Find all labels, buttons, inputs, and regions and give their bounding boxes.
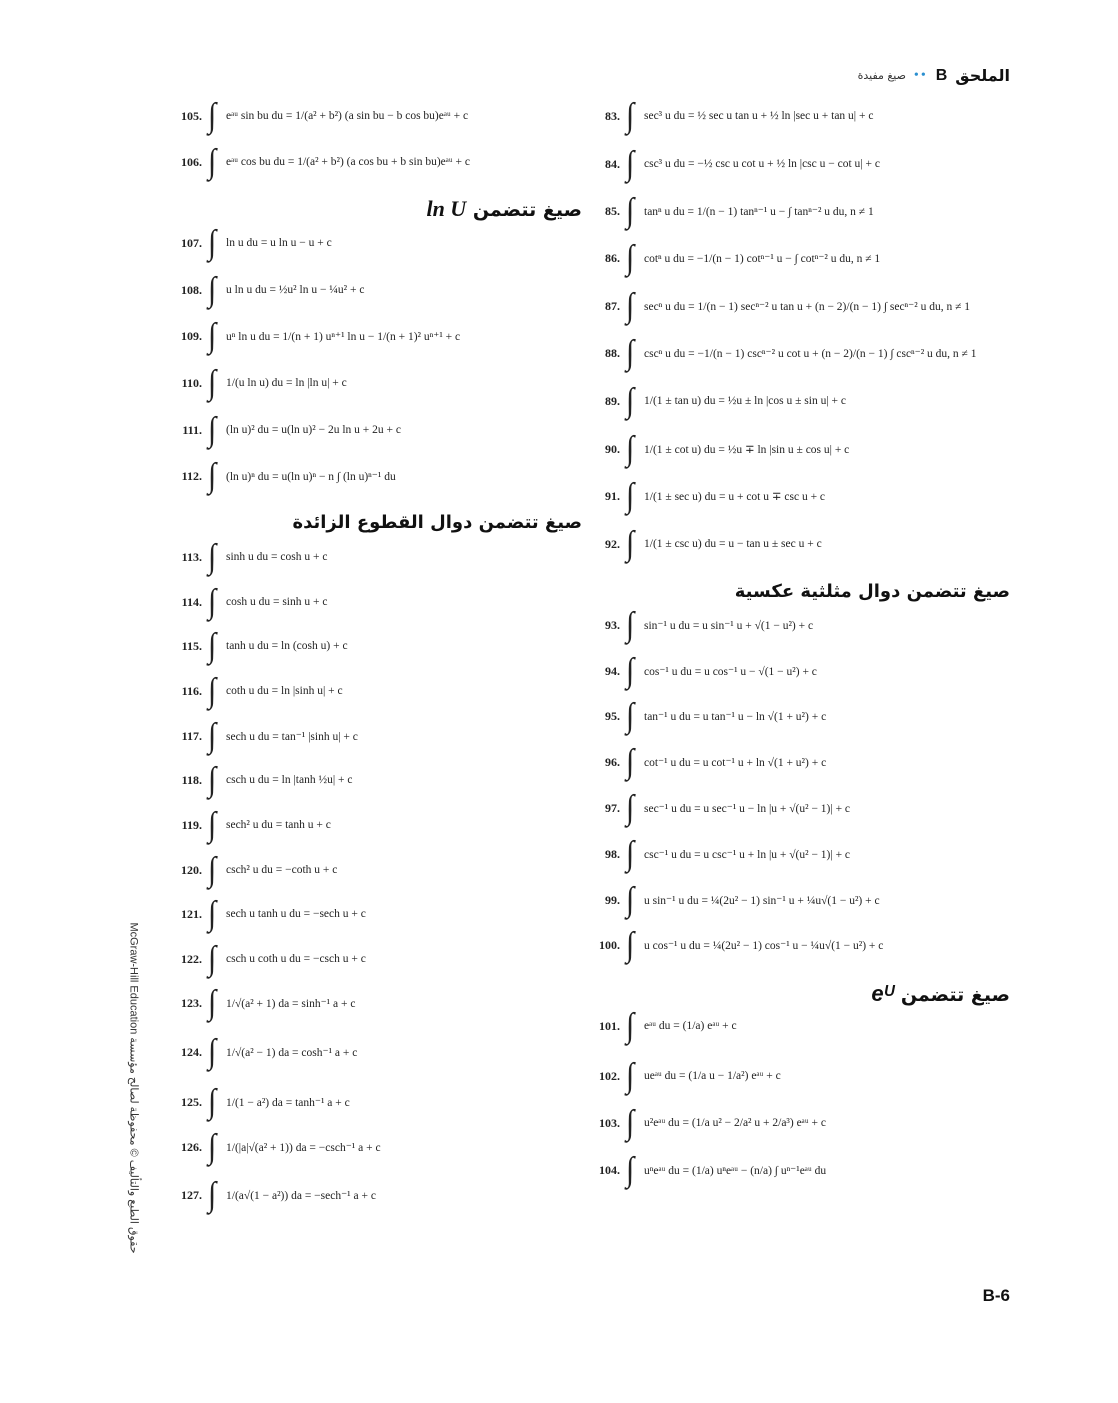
formula-number: 126.: [181, 1139, 202, 1154]
formula-row: [172, 1129, 381, 1165]
formula-row: [172, 941, 366, 977]
formula-row: [590, 383, 846, 419]
formula-row: [172, 318, 460, 354]
integral-sign: ∫: [208, 1082, 217, 1121]
copyright-notice: McGraw-Hill Education حقوق الطبع والتأليف © محفوظة لصالح مؤسسة: [127, 922, 140, 1254]
formula-number: 92.: [605, 536, 620, 551]
formula-expression: u cos⁻¹ u du = ¼(2u² − 1) cos⁻¹ u − ¼u√(1 − u²) + c: [644, 940, 884, 952]
integral-sign: ∫: [208, 1127, 217, 1166]
formula-expression: csch² u du = −coth u + c: [226, 864, 338, 876]
formula-number: 86.: [605, 250, 620, 265]
formula-expression: sech u du = tan⁻¹ |sinh u| + c: [226, 731, 358, 743]
formula-number: 102.: [599, 1068, 620, 1083]
formula-expression: sech² u du = tanh u + c: [226, 819, 331, 831]
formula-number: 100.: [599, 937, 620, 952]
integral-sign: ∫: [626, 238, 635, 277]
formula-row: [172, 539, 327, 575]
section-heading-variable: ln U: [426, 196, 467, 221]
integral-sign: ∫: [626, 605, 635, 644]
formula-row: [172, 412, 401, 448]
integral-sign: ∫: [208, 939, 217, 978]
formula-expression: 1/(a√(1 − a²)) da = −sech⁻¹ a + c: [226, 1190, 376, 1202]
formula-row: [172, 272, 364, 308]
formula-row: [172, 985, 355, 1021]
formula-row: [590, 882, 880, 918]
formula-row: [590, 836, 850, 872]
formula-number: 94.: [605, 663, 620, 678]
formula-row: [590, 927, 883, 963]
formula-expression: 1/√(a² − 1) da = cosh⁻¹ a + c: [226, 1047, 358, 1059]
integral-sign: ∫: [626, 742, 635, 781]
formula-expression: u²eᵃᵘ du = (1/a u² − 2/a² u + 2/a³) eᵃᵘ + c: [644, 1117, 826, 1129]
integral-sign: ∫: [208, 316, 217, 355]
formula-expression: tan⁻¹ u du = u tan⁻¹ u − ln √(1 + u²) + c: [644, 711, 827, 723]
formula-row: [172, 144, 470, 180]
formula-expression: tanⁿ u du = 1/(n − 1) tanⁿ⁻¹ u − ∫ tanⁿ⁻² u du, n ≠ 1: [644, 206, 874, 218]
section-heading-inverse-trig: [735, 581, 1010, 602]
formula-row: [172, 762, 352, 798]
formula-number: 91.: [605, 488, 620, 503]
formula-expression: ln u du = u ln u − u + c: [226, 237, 332, 249]
integral-sign: ∫: [626, 286, 635, 325]
formula-expression: tanh u du = ln (cosh u) + c: [226, 640, 348, 652]
formula-row: [172, 225, 332, 261]
formula-expression: uⁿeᵃᵘ du = (1/a) uⁿeᵃᵘ − (n/a) ∫ uⁿ⁻¹eᵃᵘ du: [644, 1165, 827, 1177]
formula-number: 99.: [605, 892, 620, 907]
integral-sign: ∫: [626, 381, 635, 420]
formula-expression: sec⁻¹ u du = u sec⁻¹ u − ln |u + √(u² − 1)| + c: [644, 803, 851, 815]
integral-sign: ∫: [208, 716, 217, 755]
integral-sign: ∫: [626, 834, 635, 873]
formula-expression: u ln u du = ½u² ln u − ¼u² + c: [226, 284, 365, 296]
formula-row: [590, 478, 825, 514]
integral-sign: ∫: [208, 760, 217, 799]
formula-row: [590, 653, 817, 689]
integral-sign: ∫: [208, 410, 217, 449]
formula-number: 111.: [182, 422, 202, 437]
integral-sign: ∫: [208, 671, 217, 710]
formula-number: 106.: [181, 154, 202, 169]
integral-sign: ∫: [208, 363, 217, 402]
integral-sign: ∫: [626, 880, 635, 919]
integral-sign: ∫: [626, 476, 635, 515]
formula-expression: 1/(1 ± cot u) du = ½u ∓ ln |sin u ± cos u| + c: [644, 444, 850, 456]
formula-row: [590, 744, 826, 780]
formula-expression: 1/(1 − a²) da = tanh⁻¹ a + c: [226, 1097, 350, 1109]
formula-row: [590, 431, 849, 467]
formula-number: 112.: [181, 468, 202, 483]
formula-number: 97.: [605, 800, 620, 815]
formula-number: 110.: [181, 375, 202, 390]
right-column: [590, 0, 1010, 1403]
integral-sign: ∫: [208, 894, 217, 933]
formula-row: [590, 240, 880, 276]
formula-row: [172, 807, 331, 843]
integral-sign: ∫: [626, 1006, 635, 1045]
formula-expression: csch u du = ln |tanh ½u| + c: [226, 774, 353, 786]
formula-row: [172, 584, 327, 620]
integral-sign: ∫: [626, 925, 635, 964]
formula-row: [172, 1084, 350, 1120]
formula-number: 117.: [181, 728, 202, 743]
page-number: B-6: [982, 1286, 1010, 1305]
integral-sign: ∫: [626, 333, 635, 372]
section-heading-ln-u: [426, 196, 582, 222]
integral-sign: ∫: [208, 1032, 217, 1071]
integral-sign: ∫: [208, 456, 217, 495]
formula-number: 84.: [605, 156, 620, 171]
formula-row: [172, 852, 337, 888]
formula-number: 95.: [605, 708, 620, 723]
formula-number: 109.: [181, 328, 202, 343]
formula-number: 118.: [181, 772, 202, 787]
integral-sign: ∫: [626, 651, 635, 690]
section-heading-text: صيغ تتضمن: [472, 199, 582, 221]
integral-sign: ∫: [208, 142, 217, 181]
formula-row: [590, 1058, 781, 1094]
formula-expression: csc⁻¹ u du = u csc⁻¹ u + ln |u + √(u² − 1)| + c: [644, 849, 851, 861]
formula-expression: coth u du = ln |sinh u| + c: [226, 685, 343, 697]
formula-expression: cscⁿ u du = −1/(n − 1) cscⁿ⁻² u cot u + (n − 2)/(n − 1) ∫ cscⁿ⁻² u du, n ≠ 1: [644, 348, 977, 360]
formula-number: 85.: [605, 203, 620, 218]
formula-number: 125.: [181, 1094, 202, 1109]
formula-expression: 1/√(a² + 1) da = sinh⁻¹ a + c: [226, 998, 356, 1010]
integral-sign: ∫: [208, 983, 217, 1022]
integral-sign: ∫: [208, 626, 217, 665]
formula-number: 119.: [181, 817, 202, 832]
formula-expression: sin⁻¹ u du = u sin⁻¹ u + √(1 − u²) + c: [644, 620, 814, 632]
formula-row: [590, 98, 873, 134]
formula-expression: sech u tanh u du = −sech u + c: [226, 908, 366, 920]
formula-expression: eᵃᵘ cos bu du = 1/(a² + b²) (a cos bu + b sin bu)eᵃᵘ + c: [226, 156, 471, 168]
formula-row: [172, 365, 347, 401]
integral-sign: ∫: [208, 582, 217, 621]
formula-number: 113.: [181, 549, 202, 564]
formula-number: 89.: [605, 393, 620, 408]
formula-number: 124.: [181, 1044, 202, 1059]
formula-number: 101.: [599, 1018, 620, 1033]
integral-sign: ∫: [208, 1175, 217, 1214]
integral-sign: ∫: [626, 1056, 635, 1095]
formula-row: [590, 607, 813, 643]
formula-number: 96.: [605, 754, 620, 769]
formula-number: 123.: [181, 995, 202, 1010]
formula-expression: cot⁻¹ u du = u cot⁻¹ u + ln √(1 + u²) + c: [644, 757, 827, 769]
formula-row: [172, 1177, 376, 1213]
formula-number: 105.: [181, 108, 202, 123]
formula-number: 83.: [605, 108, 620, 123]
integral-sign: ∫: [626, 788, 635, 827]
formula-number: 114.: [181, 594, 202, 609]
formula-expression: eᵃᵘ du = (1/a) eᵃᵘ + c: [644, 1020, 737, 1032]
formula-row: [172, 628, 348, 664]
integral-sign: ∫: [626, 96, 635, 135]
formula-number: 98.: [605, 846, 620, 861]
appendix-subtitle: صيغ مفيدة: [857, 69, 906, 82]
formula-expression: 1/(1 ± tan u) du = ½u ± ln |cos u ± sin u| + c: [644, 395, 846, 407]
formula-expression: csch u coth u du = −csch u + c: [226, 953, 366, 965]
formula-expression: sinh u du = cosh u + c: [226, 551, 328, 563]
integral-sign: ∫: [626, 144, 635, 183]
formula-expression: 1/(1 ± sec u) du = u + cot u ∓ csc u + c: [644, 491, 826, 503]
formula-number: 104.: [599, 1162, 620, 1177]
formula-row: [590, 146, 880, 182]
appendix-title: الملحق: [955, 66, 1010, 85]
formula-expression: csc³ u du = −½ csc u cot u + ½ ln |csc u − cot u| + c: [644, 158, 880, 170]
section-heading-text: صيغ تتضمن: [900, 984, 1010, 1006]
formula-row: [590, 698, 826, 734]
formula-expression: cos⁻¹ u du = u cos⁻¹ u − √(1 − u²) + c: [644, 666, 817, 678]
formula-row: [590, 335, 977, 371]
section-heading-hyperbolic: [292, 512, 582, 533]
formula-number: 122.: [181, 951, 202, 966]
formula-row: [590, 1105, 826, 1141]
integral-sign: ∫: [626, 1103, 635, 1142]
formula-number: 127.: [181, 1187, 202, 1202]
formula-number: 108.: [181, 282, 202, 297]
formula-number: 90.: [605, 441, 620, 456]
formula-number: 93.: [605, 617, 620, 632]
appendix-letter: B: [935, 66, 948, 84]
formula-number: 103.: [599, 1115, 620, 1130]
section-heading-text: صيغ تتضمن دوال القطوع الزائدة: [292, 512, 582, 533]
integral-sign: ∫: [626, 191, 635, 230]
formula-expression: 1/(|a|√(a² + 1)) da = −csch⁻¹ a + c: [226, 1142, 381, 1154]
formula-row: [590, 1152, 826, 1188]
formula-expression: eᵃᵘ sin bu du = 1/(a² + b²) (a sin bu − b cos bu)eᵃᵘ + c: [226, 110, 469, 122]
integral-sign: ∫: [626, 1150, 635, 1189]
formula-number: 88.: [605, 345, 620, 360]
formula-expression: 1/(1 ± csc u) du = u − tan u ± sec u + c: [644, 538, 822, 550]
formula-row: [172, 896, 366, 932]
formula-expression: secⁿ u du = 1/(n − 1) secⁿ⁻² u tan u + (n − 2)/(n − 1) ∫ secⁿ⁻² u du, n ≠ 1: [644, 301, 971, 313]
header-dots: ••: [913, 67, 928, 83]
section-heading-text: صيغ تتضمن دوال مثلثية عكسية: [734, 581, 1010, 602]
formula-expression: (ln u)ⁿ du = u(ln u)ⁿ − n ∫ (ln u)ⁿ⁻¹ du: [226, 471, 396, 483]
formula-expression: (ln u)² du = u(ln u)² − 2u ln u + 2u + c: [226, 424, 401, 436]
formula-row: [590, 193, 874, 229]
integral-sign: ∫: [626, 524, 635, 563]
formula-expression: 1/(u ln u) du = ln |ln u| + c: [226, 377, 347, 389]
formula-number: 107.: [181, 235, 202, 250]
formula-expression: ueᵃᵘ du = (1/a u − 1/a²) eᵃᵘ + c: [644, 1070, 781, 1082]
formula-number: 120.: [181, 862, 202, 877]
integral-sign: ∫: [208, 223, 217, 262]
formula-number: 121.: [181, 906, 202, 921]
formula-row: [590, 526, 822, 562]
formula-expression: uⁿ ln u du = 1/(n + 1) uⁿ⁺¹ ln u − 1/(n + 1)² uⁿ⁺¹ + c: [226, 331, 461, 343]
formula-row: [172, 1034, 357, 1070]
formula-expression: cotⁿ u du = −1/(n − 1) cotⁿ⁻¹ u − ∫ cotⁿ⁻² u du, n ≠ 1: [644, 253, 881, 265]
integral-sign: ∫: [626, 696, 635, 735]
formula-row: [172, 98, 468, 134]
formula-number: 87.: [605, 298, 620, 313]
formula-expression: u sin⁻¹ u du = ¼(2u² − 1) sin⁻¹ u + ¼u√(1 − u²) + c: [644, 895, 880, 907]
integral-sign: ∫: [208, 805, 217, 844]
formula-row: [172, 458, 396, 494]
integral-sign: ∫: [208, 537, 217, 576]
formula-expression: sec³ u du = ½ sec u tan u + ½ ln |sec u + tan u| + c: [644, 110, 874, 122]
section-heading-exp-u: [871, 981, 1010, 1007]
formula-number: 115.: [181, 638, 202, 653]
formula-row: [172, 673, 343, 709]
integral-sign: ∫: [208, 270, 217, 309]
formula-row: [590, 790, 850, 826]
integral-sign: ∫: [208, 96, 217, 135]
formula-row: [172, 718, 358, 754]
left-column: [172, 0, 592, 1403]
section-heading-variable: eᵁ: [871, 981, 895, 1006]
formula-expression: cosh u du = sinh u + c: [226, 596, 328, 608]
formula-row: [590, 288, 970, 324]
integral-sign: ∫: [626, 429, 635, 468]
formula-row: [590, 1008, 737, 1044]
formula-number: 116.: [181, 683, 202, 698]
integral-sign: ∫: [208, 850, 217, 889]
